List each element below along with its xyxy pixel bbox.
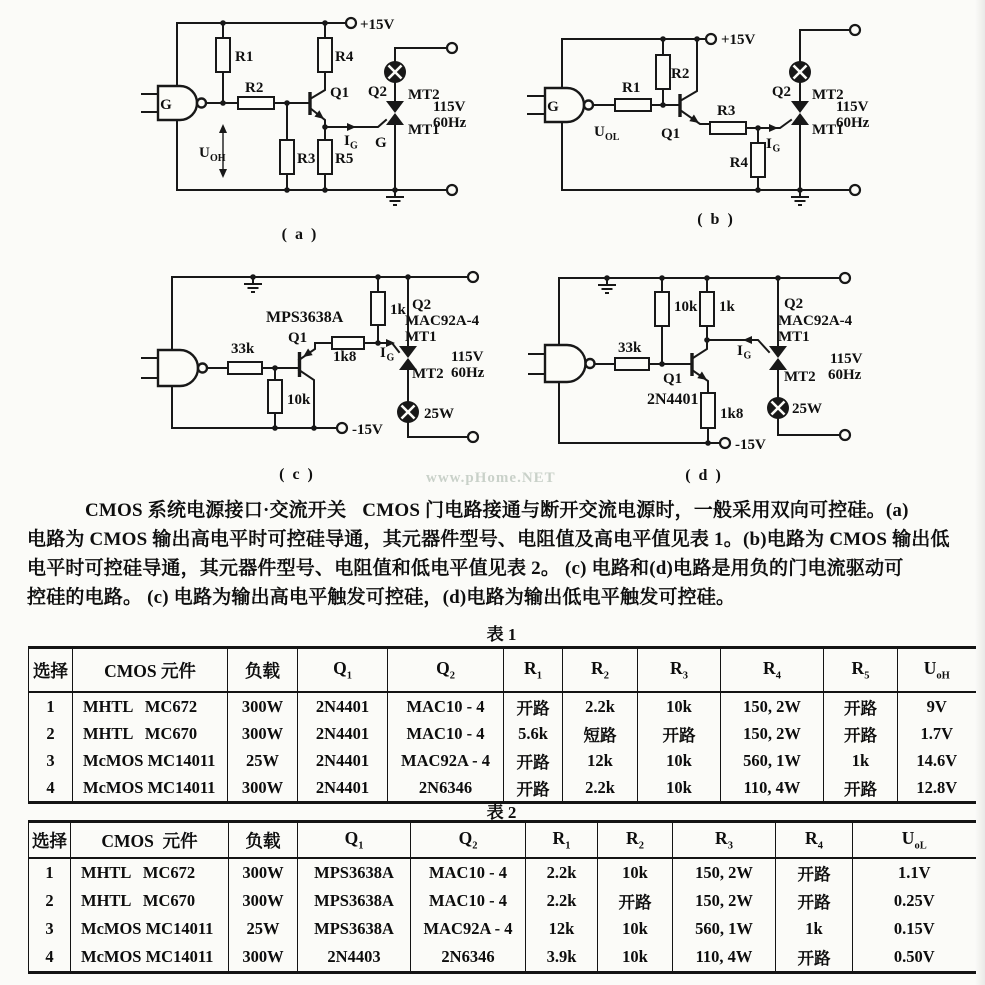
uol-label: U	[594, 124, 605, 140]
q2-label: Q2	[771, 84, 791, 100]
lamp-icon	[384, 61, 406, 83]
table-cell: 2.2k	[526, 887, 598, 915]
table-cell: 25W	[229, 915, 298, 943]
resistor-33k	[228, 362, 262, 374]
table-cell: MHTL MC672	[73, 692, 228, 720]
column-header: $R_1$	[504, 648, 563, 693]
ac-freq-label: 60Hz	[433, 115, 467, 131]
resistor-1k	[700, 292, 714, 326]
table-cell: 开路	[504, 747, 563, 774]
table-cell: 开路	[504, 774, 563, 803]
paragraph-line: 电平时可控硅导通，其元器件型号、电阻值和低电平值见表 2。 (c) 电路和(d)电路是用负的门电流驱动可	[27, 558, 904, 579]
table-cell: 开路	[776, 943, 853, 973]
table-cell: McMOS MC14011	[71, 915, 229, 943]
table-row	[29, 692, 976, 720]
column-header: 负载	[228, 648, 298, 693]
table-cell: 4	[46, 777, 55, 797]
caption-b: ( b )	[697, 211, 735, 228]
table-cell: 2	[46, 723, 55, 743]
r1-label: R1	[622, 80, 641, 96]
column-header: $U_{oH}$	[898, 648, 976, 693]
table-cell: 1	[46, 696, 55, 716]
ac-freq-label: 60Hz	[836, 115, 870, 131]
terminal	[468, 272, 478, 282]
r1k8-label: 1k8	[333, 349, 357, 365]
table1-caption: 表 1	[486, 625, 517, 644]
q1-label: Q1	[663, 371, 683, 387]
table-cell: 1.7V	[898, 720, 976, 747]
column-header: CMOS 元件	[71, 822, 229, 859]
table-cell: 560, 1W	[721, 747, 824, 774]
table-cell: MPS3638A	[298, 915, 411, 943]
terminal	[840, 273, 850, 283]
column-header: CMOS 元件	[73, 648, 228, 693]
table-1	[28, 646, 976, 804]
r10k-label: 10k	[674, 299, 698, 315]
table-cell: MPS3638A	[298, 858, 411, 887]
terminal	[447, 185, 457, 195]
table-cell: MAC10 - 4	[388, 720, 504, 747]
ig-label: I	[766, 136, 772, 152]
table-cell: MHTL MC670	[71, 887, 229, 915]
mt1-label: MT1	[812, 122, 844, 138]
table-cell: 开路	[598, 887, 673, 915]
terminal	[850, 185, 860, 195]
table-cell: 1k	[824, 747, 898, 774]
nand-gate	[158, 350, 198, 386]
r2-label: R2	[245, 80, 264, 96]
gate-bubble	[198, 364, 207, 373]
q2-type-label: MAC92A-4	[778, 313, 853, 329]
mt2-label: MT2	[784, 369, 816, 385]
resistor-1k	[371, 292, 385, 325]
table-cell: 5.6k	[504, 720, 563, 747]
mt2-label: MT2	[412, 366, 444, 382]
ac-voltage-label: 115V	[433, 99, 466, 115]
table-cell: 10k	[638, 747, 721, 774]
q2-label: Q2	[367, 84, 387, 100]
paragraph-line: 电路为 CMOS 输出高电平时可控硅导通，其元器件型号、电阻值及高电平值见表 1。(b)电路为 CMOS 输出低	[27, 529, 950, 550]
table-cell: 300W	[229, 858, 298, 887]
table-cell: 开路	[824, 720, 898, 747]
table-cell: 10k	[598, 915, 673, 943]
table-cell: 12k	[526, 915, 598, 943]
table-row	[29, 747, 976, 774]
q2-type-label: MAC92A-4	[405, 313, 480, 329]
current-arrow	[347, 123, 356, 131]
terminal	[850, 25, 860, 35]
table-cell: 12.8V	[898, 774, 976, 803]
r33k-label: 33k	[231, 341, 255, 357]
resistor-10k	[268, 380, 282, 413]
q1-type-label: MPS3638A	[266, 309, 344, 326]
terminal	[706, 34, 716, 44]
table-cell: 1.1V	[853, 858, 976, 887]
table-cell: MHTL MC670	[73, 720, 228, 747]
uol-sub: OL	[605, 132, 620, 143]
ig-sub: G	[350, 140, 358, 152]
caption-c: ( c )	[279, 466, 315, 483]
r1-label: R1	[235, 49, 254, 65]
r1k-label: 1k	[390, 302, 406, 318]
table-cell: 25W	[228, 747, 298, 774]
q2-label: Q2	[784, 296, 804, 312]
circuit-b	[528, 25, 870, 228]
column-header: $Q_1$	[298, 648, 388, 693]
terminal	[720, 438, 730, 448]
column-header: $Q_1$	[298, 822, 411, 859]
resistor-r4	[751, 143, 765, 177]
ig-label: I	[737, 343, 743, 359]
resistor-r3	[710, 122, 746, 134]
table-cell: McMOS MC14011	[73, 747, 228, 774]
resistor-r1	[615, 99, 651, 111]
resistor-r3	[280, 140, 294, 174]
r4-label: R4	[335, 49, 354, 65]
uoh-label: U	[199, 145, 210, 161]
vcc-label: +15V	[721, 32, 756, 48]
table-cell: 300W	[228, 720, 298, 747]
table2-caption: 表 2	[486, 803, 517, 822]
table-row	[29, 943, 976, 973]
current-arrow	[769, 124, 778, 132]
gate-bubble	[584, 101, 593, 110]
table-cell: 3	[46, 750, 55, 770]
table-cell: 10k	[638, 774, 721, 803]
terminal	[447, 43, 457, 53]
table-cell: 开路	[638, 720, 721, 747]
column-header: $R_1$	[526, 822, 598, 859]
table-cell: 2.2k	[563, 774, 638, 803]
table-cell: 110, 4W	[721, 774, 824, 803]
table-cell: 2.2k	[526, 858, 598, 887]
table-cell: 0.15V	[853, 915, 976, 943]
mt2-label: MT2	[408, 87, 440, 103]
lamp-icon	[397, 401, 419, 423]
r5-label: R5	[335, 151, 354, 167]
column-header: $R_3$	[673, 822, 776, 859]
table-cell: MAC92A - 4	[411, 915, 526, 943]
circuit-d	[529, 273, 863, 484]
r1k8-label: 1k8	[720, 406, 744, 422]
circuit-a	[142, 17, 467, 243]
table-row	[29, 887, 976, 915]
header-row	[29, 822, 976, 859]
column-header: $U_{oL}$	[853, 822, 976, 859]
watermark: www.pHome.NET	[426, 470, 556, 486]
ig-label: I	[380, 345, 386, 361]
resistor-1k8	[701, 393, 715, 428]
ig-sub: G	[772, 143, 781, 155]
resistor-33k	[615, 358, 649, 370]
caption-a: ( a )	[281, 226, 319, 243]
table-cell: 14.6V	[898, 747, 976, 774]
vee-label: -15V	[352, 422, 383, 438]
current-arrow	[743, 336, 752, 344]
paragraph-line: 控硅的电路。 (c) 电路为输出高电平触发可控硅，(d)电路为输出低电平触发可控硅。	[27, 587, 736, 608]
resistor-10k	[655, 292, 669, 326]
lamp-label: 25W	[792, 401, 822, 417]
table-cell: 10k	[598, 858, 673, 887]
q1-type-label: 2N4401	[647, 391, 699, 408]
table-cell: 开路	[776, 887, 853, 915]
column-header: $R_3$	[638, 648, 721, 693]
table-cell: 3.9k	[526, 943, 598, 973]
terminal	[337, 423, 347, 433]
table-row	[29, 720, 976, 747]
table-cell: 110, 4W	[673, 943, 776, 973]
table-cell: 0.25V	[853, 887, 976, 915]
table-cell: 10k	[598, 943, 673, 973]
ac-freq-label: 60Hz	[451, 365, 485, 381]
entry-title: CMOS 系统电源接口·交流开关	[85, 500, 347, 521]
table-cell: 0.50V	[853, 943, 976, 973]
table-cell: 短路	[563, 720, 638, 747]
resistor-1k8	[332, 337, 364, 349]
table-cell: MAC10 - 4	[411, 887, 526, 915]
table-cell: 12k	[563, 747, 638, 774]
table-cell: MAC10 - 4	[411, 858, 526, 887]
table-cell: 9V	[898, 692, 976, 720]
table-cell: 4	[45, 947, 54, 966]
resistor-r5	[318, 140, 332, 174]
gate-label: G	[160, 97, 172, 113]
ac-voltage-label: 115V	[836, 99, 869, 115]
resistor-r4	[318, 38, 332, 72]
r2-label: R2	[671, 66, 690, 82]
table-cell: 2N4401	[298, 747, 388, 774]
ac-voltage-label: 115V	[451, 349, 484, 365]
circuit-c	[142, 272, 485, 483]
table-cell: McMOS MC14011	[73, 774, 228, 803]
table-cell: 1	[45, 863, 54, 882]
description-paragraph	[27, 496, 963, 612]
lamp-label: 25W	[424, 406, 454, 422]
table-cell: 开路	[776, 858, 853, 887]
ac-freq-label: 60Hz	[828, 367, 862, 383]
gate-label: G	[547, 99, 559, 115]
column-header: $R_4$	[721, 648, 824, 693]
mt2-label: MT2	[812, 87, 844, 103]
triac-q2	[769, 346, 787, 370]
q1-label: Q1	[661, 126, 681, 142]
table-cell: 2N6346	[388, 774, 504, 803]
caption-d: ( d )	[685, 467, 723, 484]
table-cell: 300W	[229, 943, 298, 973]
column-header: $R_4$	[776, 822, 853, 859]
table-2	[28, 820, 976, 974]
table-cell: 150, 2W	[721, 720, 824, 747]
table-cell: MAC92A - 4	[388, 747, 504, 774]
table-cell: 2N4401	[298, 692, 388, 720]
table-cell: MAC10 - 4	[388, 692, 504, 720]
table-cell: 2N4401	[298, 720, 388, 747]
table-cell: 2N4401	[298, 774, 388, 803]
resistor-r2	[656, 55, 670, 89]
resistor-r2	[238, 97, 274, 109]
r33k-label: 33k	[618, 340, 642, 356]
ac-voltage-label: 115V	[830, 351, 863, 367]
mt1-label: MT1	[405, 329, 437, 345]
circuit-schematics	[0, 0, 985, 492]
table-cell: 开路	[824, 774, 898, 803]
vcc-label: +15V	[360, 17, 395, 33]
table-cell: 1k	[776, 915, 853, 943]
gate-bubble	[586, 359, 595, 368]
table-cell: 300W	[228, 692, 298, 720]
table-cell: McMOS MC14011	[71, 943, 229, 973]
column-header: 选择	[33, 660, 68, 681]
r3-label: R3	[717, 103, 736, 119]
vee-label: -15V	[735, 437, 766, 453]
gate-terminal-label: G	[375, 135, 387, 151]
uoh-sub: OH	[210, 153, 226, 164]
q2-label: Q2	[412, 297, 432, 313]
q1-label: Q1	[330, 85, 350, 101]
column-header: $R_2$	[563, 648, 638, 693]
lamp-icon	[789, 61, 811, 83]
table-cell: 开路	[824, 692, 898, 720]
triac-q2	[791, 101, 809, 125]
table-cell: MPS3638A	[298, 887, 411, 915]
mt1-label: MT1	[408, 122, 440, 138]
table-cell: 300W	[228, 774, 298, 803]
ig-sub: G	[386, 352, 395, 364]
terminal	[468, 432, 478, 442]
table-row	[29, 915, 976, 943]
table-row	[29, 858, 976, 887]
r1k-label: 1k	[719, 299, 735, 315]
table-cell: 3	[45, 919, 54, 938]
r4-label: R4	[729, 155, 748, 171]
table-cell: 300W	[229, 887, 298, 915]
column-header: $Q_2$	[388, 648, 504, 693]
column-header: $R_5$	[824, 648, 898, 693]
table-cell: MHTL MC672	[71, 858, 229, 887]
resistor-r1	[216, 38, 230, 72]
nand-gate	[545, 345, 586, 382]
r10k-label: 10k	[287, 392, 311, 408]
mt1-label: MT1	[778, 329, 810, 345]
table-cell: 2.2k	[563, 692, 638, 720]
table-cell: 2N4403	[298, 943, 411, 973]
paragraph-line	[27, 496, 963, 525]
header-row	[29, 648, 976, 693]
table-cell: 10k	[638, 692, 721, 720]
table-cell: 开路	[504, 692, 563, 720]
terminal	[346, 18, 356, 28]
column-header: $R_2$	[598, 822, 673, 859]
column-header: 选择	[32, 830, 67, 851]
r3-label: R3	[297, 151, 316, 167]
table-cell: 150, 2W	[721, 692, 824, 720]
column-header: 负载	[229, 822, 298, 859]
triac-q2	[386, 101, 404, 125]
ig-label: I	[344, 133, 350, 149]
lamp-icon	[767, 397, 789, 419]
column-header: $Q_2$	[411, 822, 526, 859]
table-cell: 2	[45, 891, 54, 910]
table-cell: 150, 2W	[673, 887, 776, 915]
paragraph-text: CMOS 门电路接通与断开交流电源时，一般采用双向可控硅。(a)	[362, 500, 909, 521]
gate-bubble	[197, 99, 206, 108]
table-cell: 150, 2W	[673, 858, 776, 887]
table-cell: 560, 1W	[673, 915, 776, 943]
table-cell: 2N6346	[411, 943, 526, 973]
ig-sub: G	[743, 350, 752, 362]
terminal	[840, 430, 850, 440]
q1-label: Q1	[288, 330, 308, 346]
